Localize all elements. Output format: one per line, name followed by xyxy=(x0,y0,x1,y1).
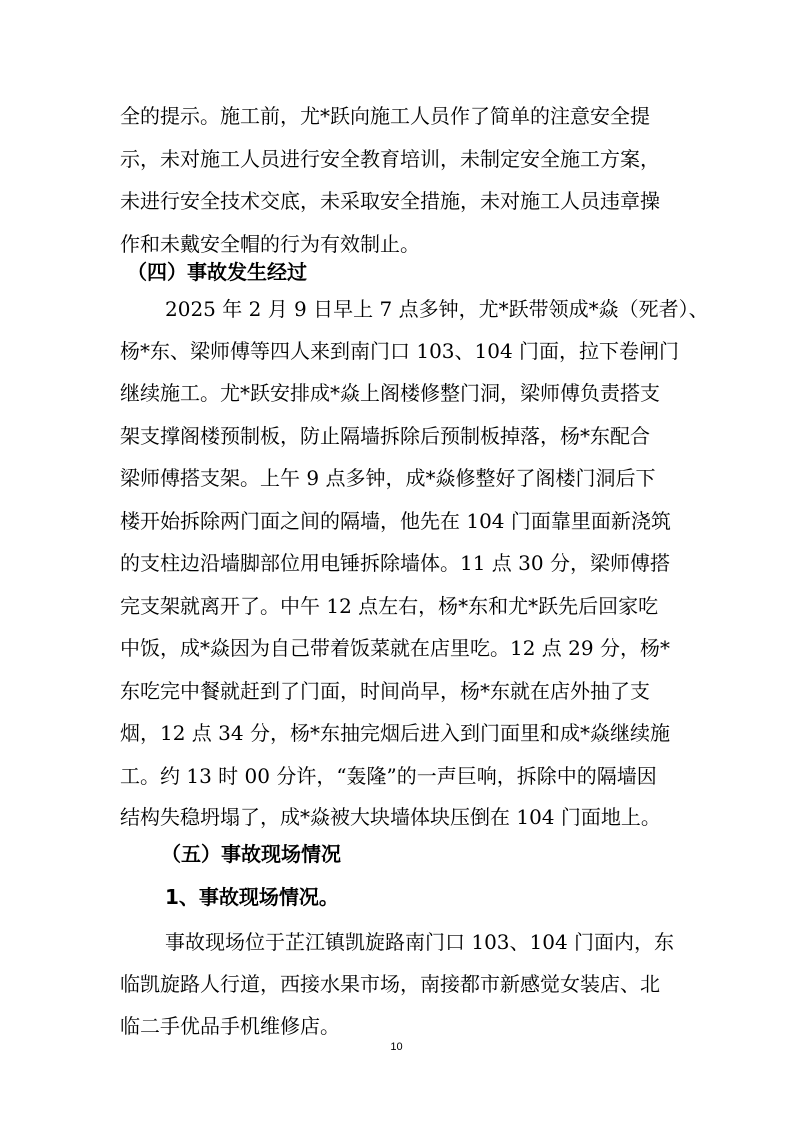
paragraph-line: 临凯旋路人行道，西接水果市场，南接都市新感觉女装店、北 xyxy=(120,972,660,996)
paragraph-line: 示，未对施工人员进行安全教育培训，未制定安全施工方案， xyxy=(120,147,660,171)
section-heading: （五）事故现场情况 xyxy=(161,842,341,866)
paragraph-line: 梁师傅搭支架。上午 9 点多钟，成*焱修整好了阁楼门洞后下 xyxy=(120,466,656,490)
paragraph-line: 临二手优品手机维修店。 xyxy=(120,1014,340,1038)
paragraph-line: 作和未戴安全帽的行为有效制止。 xyxy=(120,232,420,256)
paragraph-line: 杨*东、梁师傅等四人来到南门口 103、104 门面，拉下卷闸门 xyxy=(120,339,680,363)
paragraph-line: 烟，12 点 34 分，杨*东抽完烟后进入到门面里和成*焱继续施 xyxy=(120,721,670,745)
paragraph-line: 楼开始拆除两门面之间的隔墙，他先在 104 门面靠里面新浇筑 xyxy=(120,509,671,533)
subsection-heading: 1、事故现场情况。 xyxy=(165,885,339,909)
paragraph-line: 结构失稳坍塌了，成*焱被大块墙体块压倒在 104 门面地上。 xyxy=(120,805,661,829)
paragraph-line: 继续施工。尤*跃安排成*焱上阁楼修整门洞，梁师傅负责搭支 xyxy=(120,381,660,405)
section-heading: （四）事故发生经过 xyxy=(127,260,307,284)
paragraph-line: 2025 年 2 月 9 日早上 7 点多钟，尤*跃带领成*焱（死者）、 xyxy=(165,297,709,321)
paragraph-line: 东吃完中餐就赶到了门面，时间尚早，杨*东就在店外抽了支 xyxy=(120,679,650,703)
paragraph-line: 未进行安全技术交底，未采取安全措施，未对施工人员违章操 xyxy=(120,189,660,213)
paragraph-line: 中饭，成*焱因为自己带着饭菜就在店里吃。12 点 29 分，杨* xyxy=(120,636,670,660)
paragraph-line: 完支架就离开了。中午 12 点左右，杨*东和尤*跃先后回家吃 xyxy=(120,594,659,618)
paragraph-line: 全的提示。施工前，尤*跃向施工人员作了简单的注意安全提 xyxy=(120,104,650,128)
paragraph-line: 事故现场位于芷江镇凯旋路南门口 103、104 门面内，东 xyxy=(165,930,675,954)
paragraph-line: 工。约 13 时 00 分许，“轰隆”的一声巨响，拆除中的隔墙因 xyxy=(120,764,657,788)
page-number: 10 xyxy=(390,1041,403,1053)
paragraph-line: 架支撑阁楼预制板，防止隔墙拆除后预制板掉落，杨*东配合 xyxy=(120,424,650,448)
paragraph-line: 的支柱边沿墙脚部位用电锤拆除墙体。11 点 30 分，梁师傅搭 xyxy=(120,551,670,575)
